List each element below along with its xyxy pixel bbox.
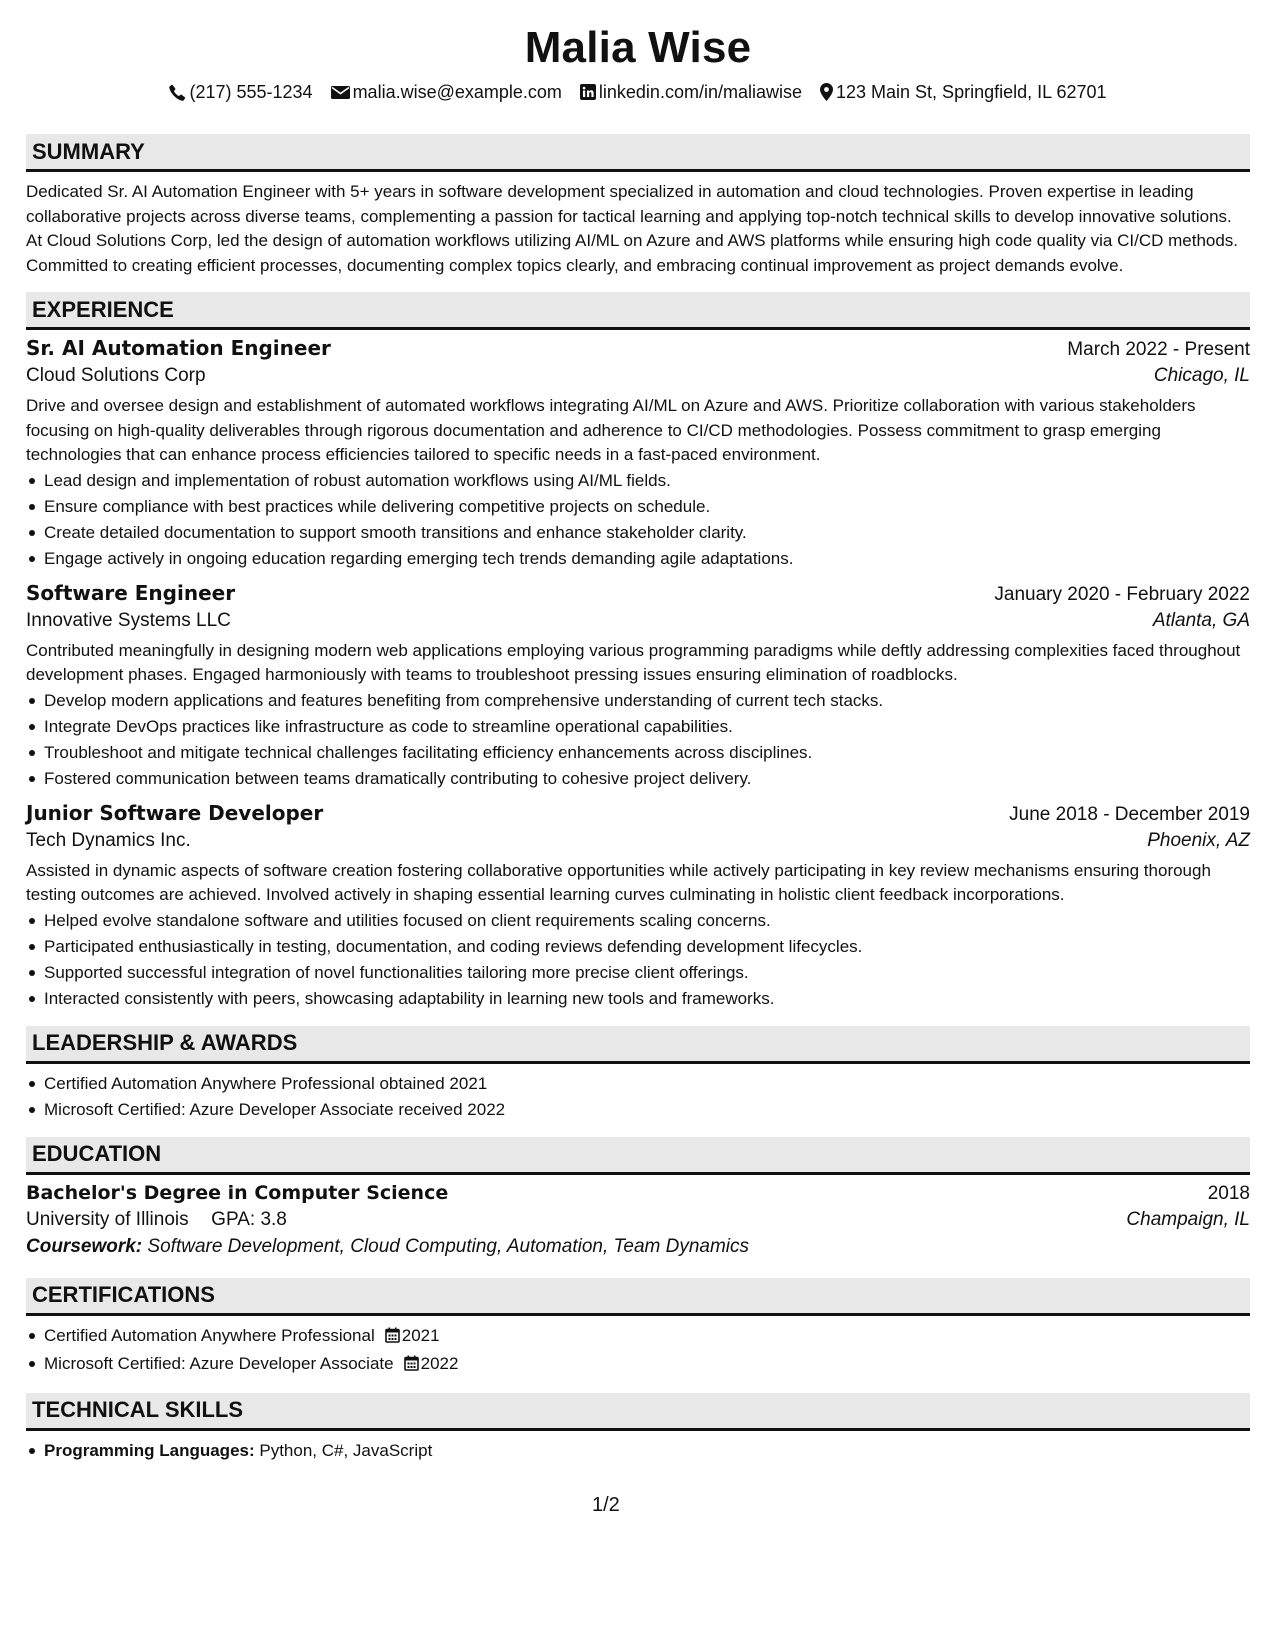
job-title: Software Engineer bbox=[26, 580, 236, 605]
email-text: malia.wise@example.com bbox=[352, 82, 562, 102]
list-item bbox=[26, 1438, 1250, 1464]
contact-address bbox=[820, 80, 1107, 104]
job-entry bbox=[26, 801, 1250, 1012]
calendar-icon bbox=[404, 1353, 419, 1379]
job-location: Chicago, IL bbox=[1153, 365, 1250, 386]
phone-icon bbox=[169, 84, 186, 101]
education-heading: EDUCATION bbox=[26, 1137, 1250, 1175]
list-item: Develop modern applications and features benefiting from comprehensive understanding of current tech stacks. bbox=[26, 688, 1250, 714]
education-year: 2018 bbox=[1207, 1182, 1250, 1204]
job-location: Atlanta, GA bbox=[1152, 609, 1250, 631]
linkedin-text: linkedin.com/in/maliawise bbox=[598, 82, 802, 102]
skills-heading: TECHNICAL SKILLS bbox=[26, 1393, 1250, 1431]
list-item: Fostered communication between teams dramatically contributing to cohesive project delivery. bbox=[26, 766, 1250, 792]
awards-list bbox=[26, 1071, 1250, 1123]
job-entry bbox=[26, 336, 1250, 572]
list-item: Interacted consistently with peers, showcasing adaptability in learning new tools and frameworks. bbox=[26, 986, 1250, 1012]
contact-bar bbox=[26, 80, 1250, 104]
cert-year: 2021 bbox=[401, 1325, 440, 1345]
envelope-icon bbox=[331, 85, 350, 100]
job-bullets bbox=[26, 468, 1250, 572]
certifications-heading: CERTIFICATIONS bbox=[26, 1278, 1250, 1316]
contact-phone[interactable] bbox=[169, 80, 312, 104]
education-location: Champaign, IL bbox=[1126, 1208, 1250, 1230]
job-dates: June 2018 - December 2019 bbox=[1009, 803, 1250, 825]
list-item: Helped evolve standalone software and utilities focused on client requirements scaling concerns. bbox=[26, 908, 1250, 934]
job-location: Phoenix, AZ bbox=[1147, 829, 1250, 851]
coursework-line bbox=[26, 1236, 1250, 1258]
cert-name: Microsoft Certified: Azure Developer Associate bbox=[44, 1353, 394, 1373]
summary-text: Dedicated Sr. AI Automation Engineer with 5+ years in software development specialized in automation and cloud technologies. Proven expertise in leading collaborative projects across diverse teams, complementing a passion for tactical learning and applying top-notch technical skills to develop innovative solutions. At Cloud Solutions Corp, led the design of automation workflows utilizing AI/ML on Azure and AWS platforms while ensuring high code quality via CI/CD methods. Committed to creating efficient processes, documenting complex topics clearly, and embracing continual improvement as project demands evolve. bbox=[26, 182, 1239, 275]
map-pin-icon bbox=[820, 83, 833, 101]
list-item bbox=[26, 1323, 1250, 1351]
job-bullets bbox=[26, 908, 1250, 1012]
certifications-list bbox=[26, 1323, 1250, 1379]
job-dates: January 2020 - February 2022 bbox=[994, 583, 1250, 605]
job-description: Drive and oversee design and establishment of automated workflows integrating AI/ML on Azure and AWS. Prioritize collaboration with various stakeholders focusing on high-quality deliverables through rigorous documentation and adherence to CI/CD methodologies. Possess commitment to grasp emerging technologies that can enhance process efficiencies tailored to specific needs in a fast-paced environment. bbox=[26, 396, 1196, 464]
education-entry bbox=[26, 1182, 1250, 1258]
job-title: Sr. AI Automation Engineer bbox=[26, 336, 331, 360]
job-dates: March 2022 - Present bbox=[1067, 339, 1250, 360]
list-item: Participated enthusiastically in testing, documentation, and coding reviews defending development lifecycles. bbox=[26, 934, 1250, 960]
job-company: Tech Dynamics Inc. bbox=[26, 829, 191, 851]
coursework-text: Software Development, Cloud Computing, Automation, Team Dynamics bbox=[147, 1235, 750, 1257]
resume-page bbox=[26, 0, 1250, 1464]
skills-list bbox=[26, 1438, 1250, 1464]
awards-heading: LEADERSHIP & AWARDS bbox=[26, 1026, 1250, 1064]
job-title: Junior Software Developer bbox=[26, 800, 324, 825]
cert-year: 2022 bbox=[420, 1353, 459, 1373]
degree-title: Bachelor's Degree in Computer Science bbox=[26, 1181, 449, 1204]
job-entry bbox=[26, 581, 1250, 792]
list-item: Integrate DevOps practices like infrastructure as code to streamline operational capabilities. bbox=[26, 714, 1250, 740]
page-indicator: 1/2 bbox=[592, 1494, 620, 1516]
address-text: 123 Main St, Springfield, IL 62701 bbox=[836, 82, 1107, 102]
job-company: Cloud Solutions Corp bbox=[26, 365, 206, 386]
list-item bbox=[26, 1351, 1250, 1379]
calendar-icon bbox=[385, 1325, 400, 1351]
contact-email[interactable] bbox=[331, 80, 562, 104]
school-line bbox=[26, 1209, 287, 1231]
cert-name: Certified Automation Anywhere Professional bbox=[44, 1325, 375, 1345]
job-description: Contributed meaningfully in designing modern web applications employing various programming paradigms while deftly addressing complexities faced throughout development phases. Engaged harmoniously with teams to troubleshoot pressing issues ensuring elimination of roadblocks. bbox=[26, 640, 1241, 684]
list-item: Supported successful integration of novel functionalities tailoring more precise client offerings. bbox=[26, 960, 1250, 986]
list-item: Microsoft Certified: Azure Developer Associate received 2022 bbox=[26, 1097, 1250, 1123]
job-bullets bbox=[26, 688, 1250, 792]
candidate-name: Malia Wise bbox=[524, 23, 752, 72]
list-item: Engage actively in ongoing education regarding emerging tech trends demanding agile adaptations. bbox=[26, 546, 1250, 572]
gpa: GPA: 3.8 bbox=[211, 1208, 287, 1230]
linkedin-icon bbox=[580, 84, 596, 100]
contact-linkedin[interactable] bbox=[580, 80, 802, 104]
phone-text: (217) 555-1234 bbox=[189, 82, 313, 102]
experience-heading: EXPERIENCE bbox=[26, 292, 1250, 330]
list-item: Certified Automation Anywhere Professional obtained 2021 bbox=[26, 1071, 1250, 1097]
list-item: Create detailed documentation to support smooth transitions and enhance stakeholder clarity. bbox=[26, 520, 1250, 546]
job-description: Assisted in dynamic aspects of software creation fostering collaborative opportunities while actively participating in key review mechanisms ensuring thorough testing outcomes are achieved. Involved actively in shaping essential learning curves culminating in holistic client feedback incorporations. bbox=[26, 860, 1211, 904]
skill-label: Programming Languages: bbox=[44, 1440, 255, 1460]
list-item: Troubleshoot and mitigate technical challenges facilitating efficiency enhancements across disciplines. bbox=[26, 740, 1250, 766]
list-item: Ensure compliance with best practices while delivering competitive projects on schedule. bbox=[26, 494, 1250, 520]
list-item: Lead design and implementation of robust automation workflows using AI/ML fields. bbox=[26, 468, 1250, 494]
summary-heading: SUMMARY bbox=[26, 134, 1250, 172]
school-name: University of Illinois bbox=[26, 1208, 189, 1230]
job-company: Innovative Systems LLC bbox=[26, 609, 231, 631]
skill-value: Python, C#, JavaScript bbox=[259, 1440, 433, 1460]
coursework-label: Coursework: bbox=[26, 1235, 143, 1257]
